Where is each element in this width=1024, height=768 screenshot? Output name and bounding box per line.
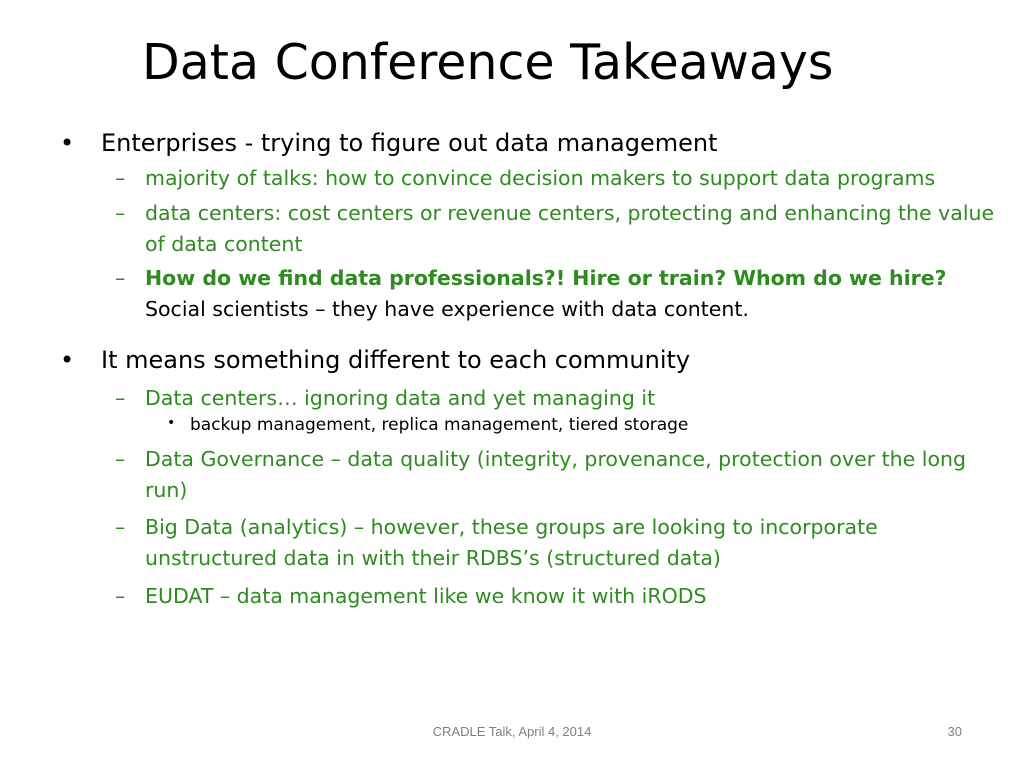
sub-bullet-text: EUDAT – data management like we know it with iRODS <box>145 583 707 608</box>
dash-marker: – <box>115 200 126 225</box>
sub-bullet-bold-text: How do we find data professionals?! Hire or train? Whom do we hire? <box>145 266 947 291</box>
dash-marker: – <box>115 166 126 191</box>
sub-bullet-data-centers-cost <box>60 198 1010 260</box>
sub-bullet-data-governance <box>60 444 1010 506</box>
bullet-different-to-each-community <box>60 345 1010 376</box>
slide-title: Data Conference Takeaways <box>142 34 834 91</box>
sub-sub-bullet-backup-management <box>60 414 1010 437</box>
sub-bullet-text: Data Governance – data quality (integrity, provenance, protection over the long run) <box>145 446 967 502</box>
bullet-dot: • <box>60 345 75 374</box>
sub-bullet-text: majority of talks: how to convince decision makers to support data programs <box>145 166 936 191</box>
footer-talk-info: CRADLE Talk, April 4, 2014 <box>432 724 592 739</box>
sub-bullet-data-professionals <box>60 263 1010 325</box>
sub-bullet-text: Social scientists – they have experience with data content. <box>145 297 749 322</box>
slide-content <box>60 128 1010 612</box>
dash-marker: – <box>115 266 126 291</box>
slide-page-number: 30 <box>947 724 962 739</box>
sub-bullet-text: Data centers… ignoring data and yet managing it <box>145 386 656 411</box>
sub-bullet-data-centers-ignoring <box>60 383 1010 414</box>
dash-marker: – <box>115 515 126 540</box>
dash-marker: – <box>115 446 126 471</box>
bullet-dot: • <box>60 129 75 157</box>
bullet-text: It means something different to each community <box>101 345 691 374</box>
bullet-enterprises <box>60 128 1010 159</box>
small-bullet-dot: • <box>167 414 176 431</box>
dash-marker: – <box>115 583 126 608</box>
sub-bullet-text: data centers: cost centers or revenue centers, protecting and enhancing the value of data content <box>145 200 995 256</box>
sub-bullet-big-data <box>60 512 1010 574</box>
sub-sub-bullet-text: backup management, replica management, tiered storage <box>190 414 689 435</box>
sub-bullet-text: Big Data (analytics) – however, these groups are looking to incorporate unstructured data in with their RDBS’s (structured data) <box>145 515 878 571</box>
bullet-text: Enterprises - trying to figure out data management <box>101 129 718 157</box>
sub-bullet-majority-of-talks <box>60 163 1010 194</box>
dash-marker: – <box>115 386 126 411</box>
sub-bullet-eudat <box>60 581 1010 612</box>
